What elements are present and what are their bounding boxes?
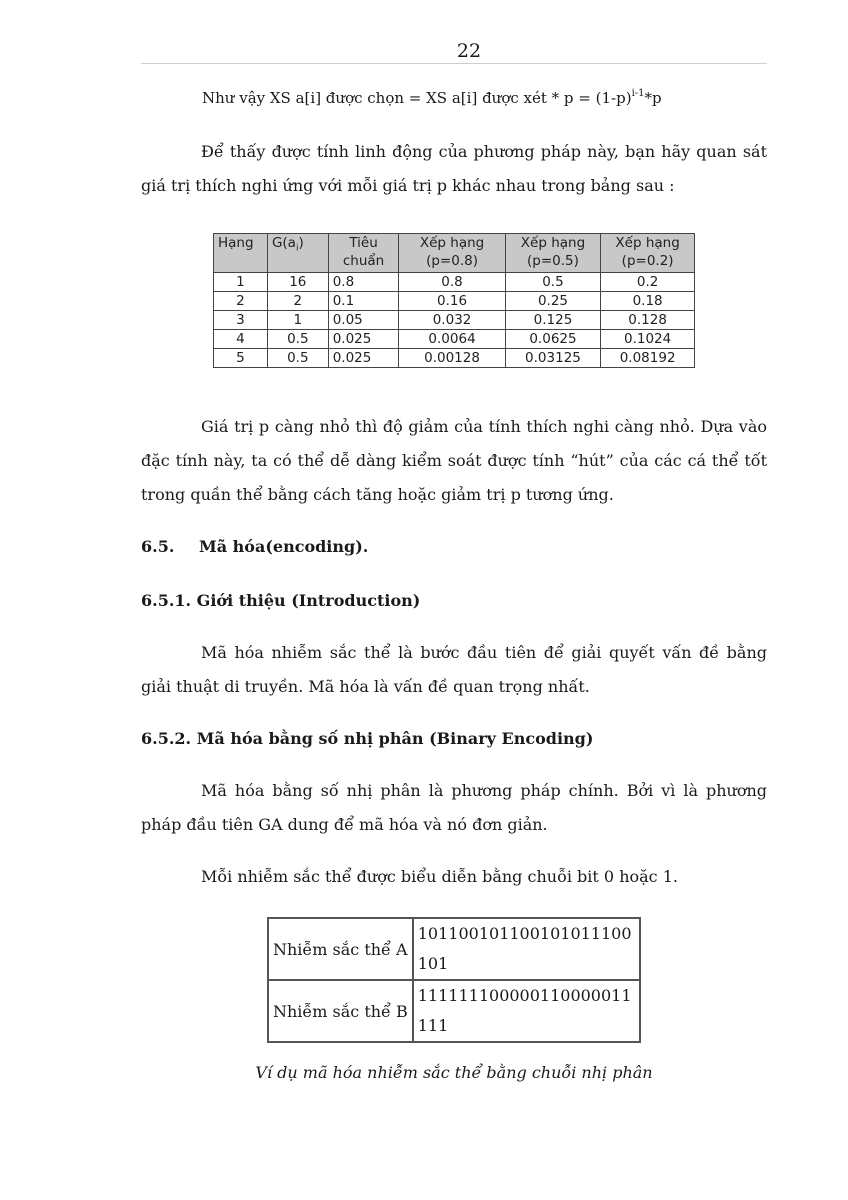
- header-standard: Tiêu chuẩn: [328, 234, 399, 273]
- cell-rank: 3: [214, 311, 268, 330]
- fitness-table: [213, 233, 695, 368]
- cell-fitness: 0.5: [267, 330, 328, 349]
- cell-p08: 0.0064: [399, 330, 505, 349]
- cell-p02: 0.08192: [601, 349, 695, 368]
- selection-probability-formula: [202, 84, 662, 112]
- cell-standard: 0.025: [328, 349, 399, 368]
- table-row: [214, 273, 695, 292]
- formula-suffix: *p: [644, 89, 662, 107]
- cell-p02: 0.2: [601, 273, 695, 292]
- section-title: Mã hóa(encoding).: [199, 537, 369, 556]
- chromosome-label: Nhiễm sắc thể B: [268, 980, 413, 1042]
- cell-p05: 0.0625: [505, 330, 601, 349]
- binary-paragraph-2: Mỗi nhiễm sắc thể được biểu diễn bằng chuỗi bit 0 hoặc 1.: [201, 867, 678, 886]
- table-row: [214, 311, 695, 330]
- binary-encoding-table: [267, 917, 641, 1043]
- chromosome-bits: 101100101100101011100101: [413, 918, 640, 980]
- header-rank-p02: Xếp hạng (p=0.2): [601, 234, 695, 273]
- header-fitness: $G(a_i)$: [267, 234, 328, 273]
- cell-standard: 0.05: [328, 311, 399, 330]
- cell-p08: 0.00128: [399, 349, 505, 368]
- cell-rank: 4: [214, 330, 268, 349]
- formula-text: Như vậy XS a[i] được chọn = XS a[i] được xét * p = (1-p): [202, 89, 632, 107]
- chromosome-label: Nhiễm sắc thể A: [268, 918, 413, 980]
- cell-rank: 1: [214, 273, 268, 292]
- intro-paragraph: Để thấy được tính linh động của phương pháp này, bạn hãy quan sát giá trị thích nghi ứng với mỗi giá trị p khác nhau trong bảng sau :: [141, 142, 767, 195]
- cell-rank: 5: [214, 349, 268, 368]
- cell-p05: 0.03125: [505, 349, 601, 368]
- intro-6-5-1-paragraph: Mã hóa nhiễm sắc thể là bước đầu tiên để giải quyết vấn đề bằng giải thuật di truyền. Mã hóa là vấn đề quan trọng nhất.: [141, 643, 767, 696]
- cell-p08: 0.16: [399, 292, 505, 311]
- cell-p05: 0.125: [505, 311, 601, 330]
- table-row: [268, 918, 640, 980]
- table-row: [214, 330, 695, 349]
- cell-fitness: 1: [267, 311, 328, 330]
- section-heading-6-5-2: 6.5.2. Mã hóa bằng số nhị phân (Binary Encoding): [141, 729, 594, 748]
- cell-standard: 0.025: [328, 330, 399, 349]
- section-number: 6.5.: [141, 537, 175, 556]
- cell-p02: 0.1024: [601, 330, 695, 349]
- cell-p08: 0.8: [399, 273, 505, 292]
- header-rank-p08: Xếp hạng (p=0.8): [399, 234, 505, 273]
- table-row: [214, 349, 695, 368]
- table-row: [214, 292, 695, 311]
- cell-rank: 2: [214, 292, 268, 311]
- table-row: [268, 980, 640, 1042]
- cell-p02: 0.18: [601, 292, 695, 311]
- after-table-paragraph: Giá trị p càng nhỏ thì độ giảm của tính thích nghi càng nhỏ. Dựa vào đặc tính này, ta có thể dễ dàng kiểm soát được tính “hút” của các cá thể tốt trong quần thể bằng cách tăng hoặc giảm trị p tương ứng.: [141, 417, 767, 504]
- header-rule: [141, 63, 767, 64]
- binary-paragraph-1: Mã hóa bằng số nhị phân là phương pháp chính. Bởi vì là phương pháp đầu tiên GA dung để mã hóa và nó đơn giản.: [141, 781, 767, 834]
- cell-p05: 0.25: [505, 292, 601, 311]
- header-rank: Hạng: [214, 234, 268, 273]
- cell-p08: 0.032: [399, 311, 505, 330]
- cell-fitness: 16: [267, 273, 328, 292]
- section-heading-6-5: [141, 537, 368, 556]
- cell-standard: 0.1: [328, 292, 399, 311]
- cell-fitness: 2: [267, 292, 328, 311]
- cell-p05: 0.5: [505, 273, 601, 292]
- cell-fitness: 0.5: [267, 349, 328, 368]
- cell-p02: 0.128: [601, 311, 695, 330]
- formula-exponent: i-1: [631, 88, 645, 99]
- page-number: 22: [456, 40, 482, 62]
- section-heading-6-5-1: 6.5.1. Giới thiệu (Introduction): [141, 591, 421, 610]
- header-rank-p05: Xếp hạng (p=0.5): [505, 234, 601, 273]
- fitness-table-header: [214, 234, 695, 273]
- chromosome-bits: 111111100000110000011111: [413, 980, 640, 1042]
- cell-standard: 0.8: [328, 273, 399, 292]
- table-caption: Ví dụ mã hóa nhiễm sắc thể bằng chuỗi nhị phân: [255, 1063, 653, 1082]
